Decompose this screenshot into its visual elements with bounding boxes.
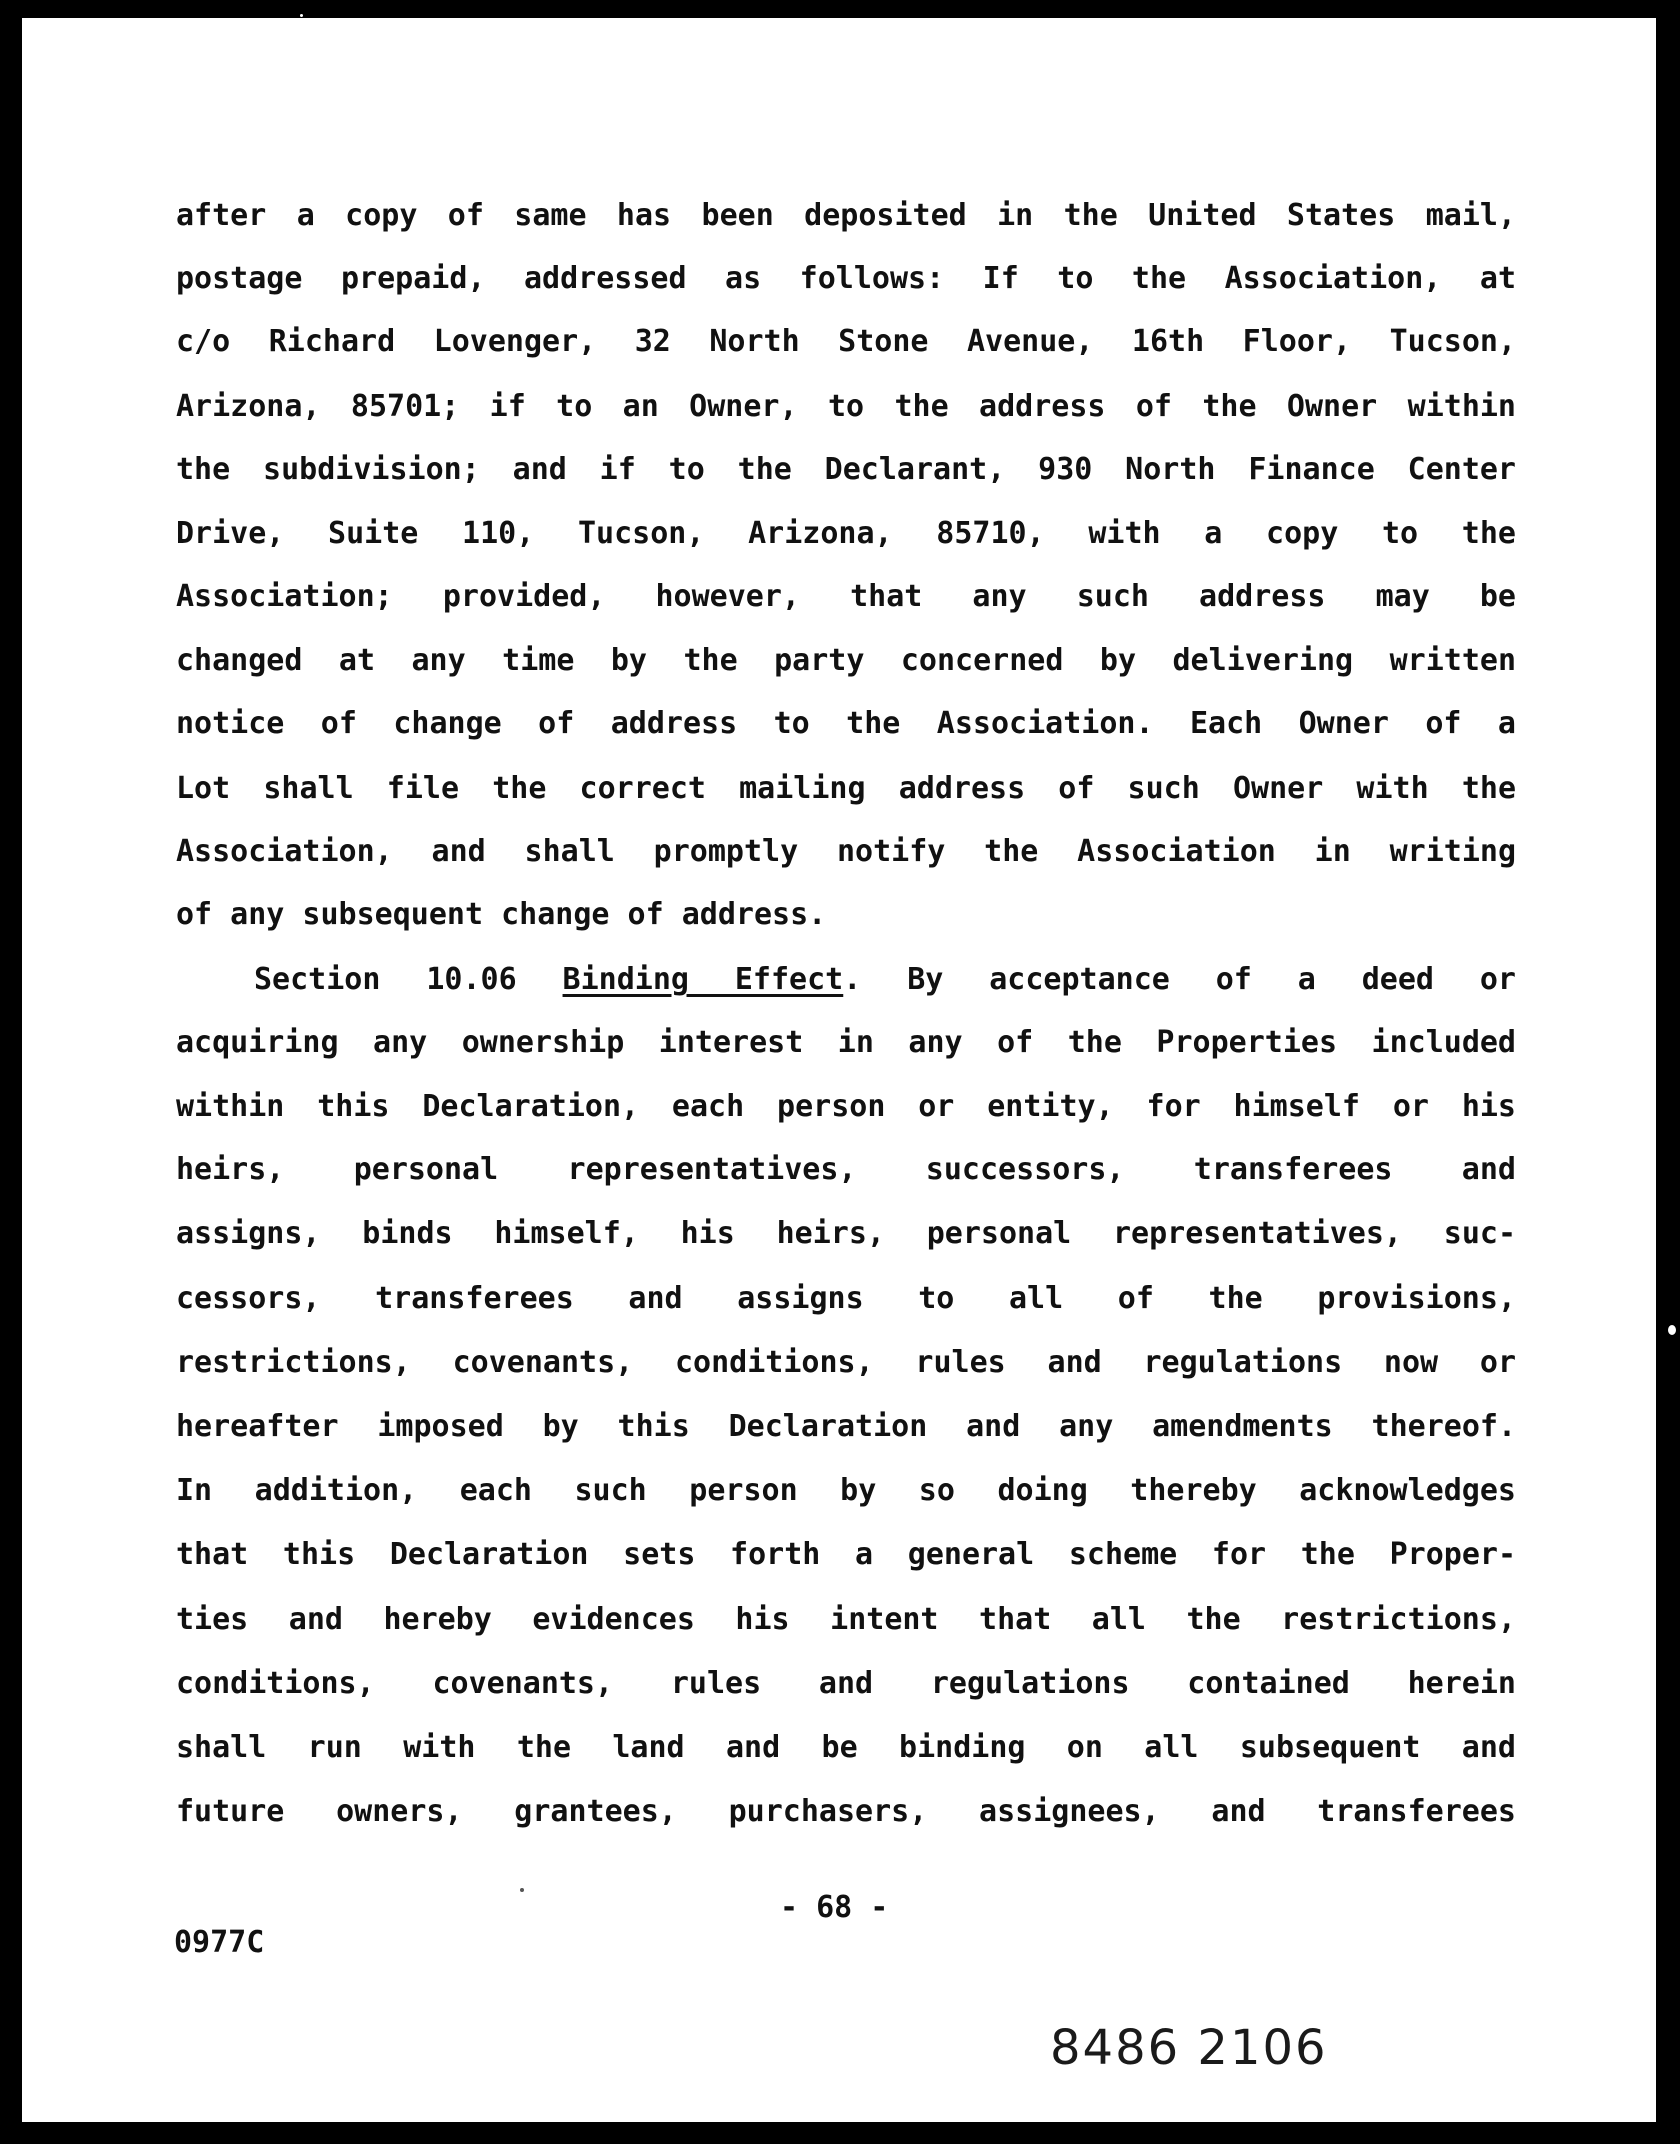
body-text-line: hereafter imposed by this Declaration and any amendments thereof. <box>176 1409 1516 1444</box>
body-text-line: Arizona, 85701; if to an Owner, to the address of the Owner within <box>176 389 1516 424</box>
body-text-line: within this Declaration, each person or entity, for himself or his <box>176 1089 1516 1124</box>
body-text-line: postage prepaid, addressed as follows: If to the Association, at <box>176 261 1516 296</box>
body-text-line: cessors, transferees and assigns to all of the provisions, <box>176 1281 1516 1316</box>
body-text-line: c/o Richard Lovenger, 32 North Stone Avenue, 16th Floor, Tucson, <box>176 324 1516 359</box>
scan-speck <box>1668 1325 1676 1335</box>
body-text-line: notice of change of address to the Association. Each Owner of a <box>176 706 1516 741</box>
body-text-line: after a copy of same has been deposited in the United States mail, <box>176 198 1516 233</box>
body-text-line: heirs, personal representatives, successors, transferees and <box>176 1152 1516 1187</box>
body-text-line: ties and hereby evidences his intent that all the restrictions, <box>176 1602 1516 1637</box>
scan-speck <box>520 1888 524 1892</box>
section-number: Section 10.06 <box>254 962 517 997</box>
recording-number: 8486 2106 <box>1050 2020 1328 2076</box>
body-text-line: of any subsequent change of address. <box>176 897 827 932</box>
body-text-line: restrictions, covenants, conditions, rules and regulations now or <box>176 1345 1516 1380</box>
body-text-line: future owners, grantees, purchasers, assignees, and transferees <box>176 1794 1516 1829</box>
body-text-line: changed at any time by the party concerned by delivering written <box>176 643 1516 678</box>
body-text-line: that this Declaration sets forth a general scheme for the Proper- <box>176 1537 1516 1572</box>
body-text-line: In addition, each such person by so doing thereby acknowledges <box>176 1473 1516 1508</box>
body-text-line: acquiring any ownership interest in any of the Properties included <box>176 1025 1516 1060</box>
body-text-line: conditions, covenants, rules and regulations contained herein <box>176 1666 1516 1701</box>
page-number: - 68 - <box>780 1890 889 1925</box>
section-first-line: . By acceptance of a deed or <box>843 962 1516 997</box>
body-text-line: shall run with the land and be binding on all subsequent and <box>176 1730 1516 1765</box>
body-text-line: Lot shall file the correct mailing address of such Owner with the <box>176 771 1516 806</box>
body-text-line: assigns, binds himself, his heirs, personal representatives, suc- <box>176 1216 1516 1251</box>
scan-speck <box>300 14 303 17</box>
section-title: Binding Effect <box>562 962 844 997</box>
body-text-line: Association, and shall promptly notify the Association in writing <box>176 834 1516 869</box>
body-text-line: the subdivision; and if to the Declarant, 930 North Finance Center <box>176 452 1516 487</box>
section-heading-line <box>254 960 1516 1000</box>
document-code: 0977C <box>174 1925 265 1960</box>
body-text-line: Association; provided, however, that any such address may be <box>176 579 1516 614</box>
body-text-line: Drive, Suite 110, Tucson, Arizona, 85710, with a copy to the <box>176 516 1516 551</box>
